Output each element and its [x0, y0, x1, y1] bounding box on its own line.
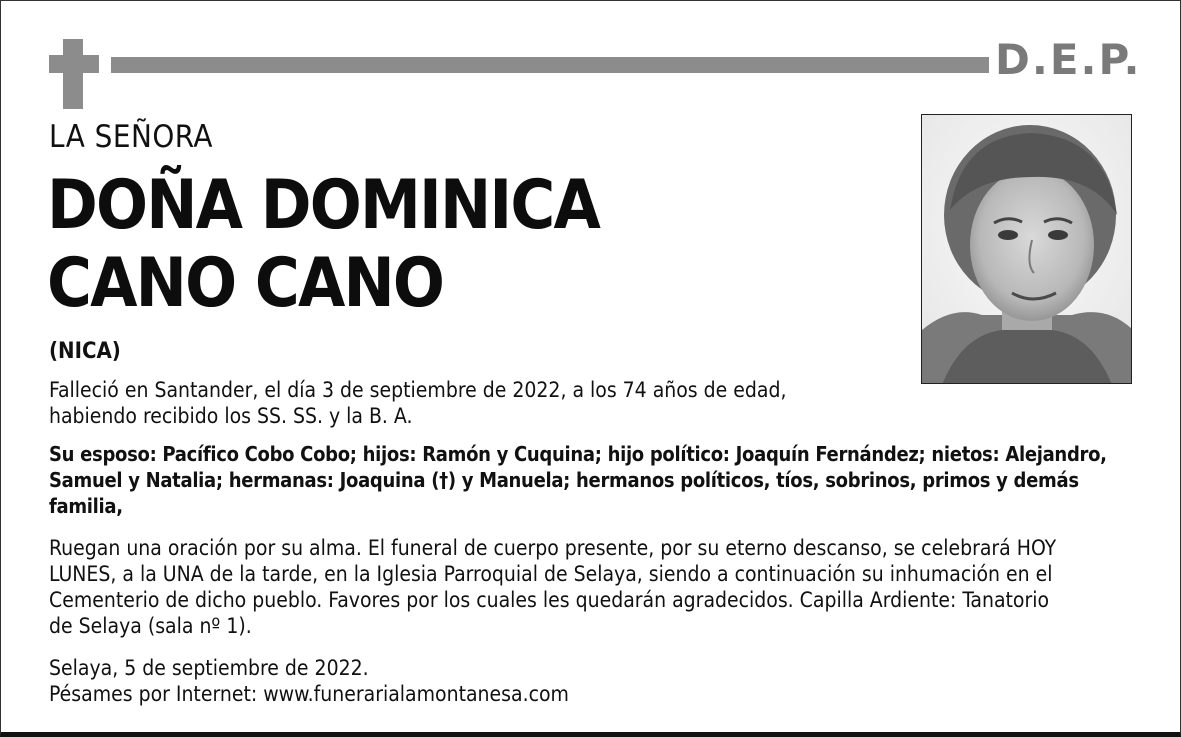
deceased-name [47, 167, 599, 323]
service-line-4: de Selaya (sala nº 1). [49, 614, 252, 638]
name-line-1: DOÑA DOMINICA [47, 166, 600, 245]
place-date: Selaya, 5 de septiembre de 2022. [49, 656, 369, 680]
cross-icon [63, 39, 83, 109]
death-notice [49, 377, 1149, 429]
family-line-3: familia, [49, 494, 123, 518]
service-line-1: Ruegan una oración por su alma. El funeral de cuerpo presente, por su eterno descanso, se celebrará HOY [49, 536, 1057, 560]
service-line-3: Cementerio de dicho pueblo. Favores por los cuales les quedarán agradecidos. Capilla Ardiente: Tanatorio [49, 588, 1050, 612]
portrait-image [922, 115, 1132, 384]
death-line-1: Falleció en Santander, el día 3 de septiembre de 2022, a los 74 años de edad, [49, 378, 787, 402]
condolences-link: Pésames por Internet: www.funerarialamontanesa.com [49, 682, 569, 706]
family-line-2: Samuel y Natalia; hermanas: Joaquina (†) y Manuela; hermanos políticos, tíos, sobrinos, primos y demás [49, 468, 1079, 492]
service-line-2: LUNES, a la UNA de la tarde, en la Iglesia Parroquial de Selaya, siendo a continuación su inhumación en el [49, 562, 1053, 586]
footer [49, 655, 1149, 707]
name-line-2: CANO CANO [47, 244, 444, 323]
nickname: (NICA) [49, 339, 121, 364]
portrait-photo [921, 114, 1132, 384]
family-list [49, 441, 1149, 519]
dep-label: D.E.P. [995, 35, 1142, 84]
cross-icon-bar [49, 55, 99, 73]
family-line-1: Su esposo: Pacífico Cobo Cobo; hijos: Ramón y Cuquina; hijo político: Joaquín Fernández; nietos: Alejandro, [49, 442, 1107, 466]
header-rule [111, 57, 989, 73]
service-details [49, 535, 1149, 639]
honorific-prefix: LA SEÑORA [49, 119, 213, 155]
death-line-2: habiendo recibido los SS. SS. y la B. A. [49, 404, 413, 428]
